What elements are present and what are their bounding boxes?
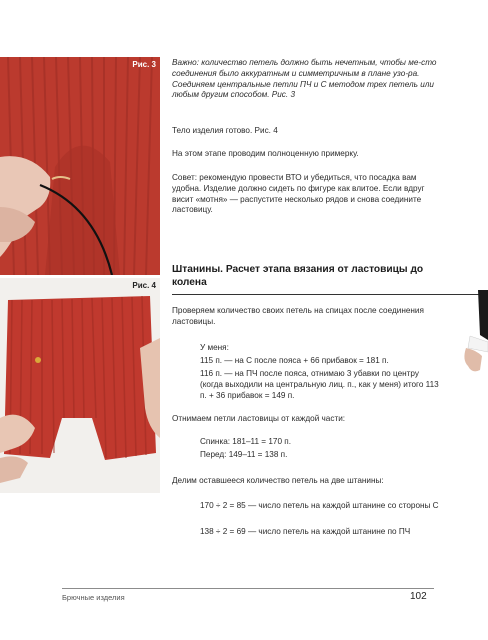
front-calc: Перед: 149–11 = 138 п. <box>200 450 288 459</box>
knitted-joint-illustration <box>0 57 160 275</box>
footer-chapter: Брючные изделия <box>62 593 125 602</box>
knitted-garment-illustration <box>0 278 160 493</box>
division-line-2: 138 ÷ 2 = 69 — число петель на каждой штанине по ПЧ <box>200 527 411 536</box>
mine-label: У меня: <box>200 343 229 352</box>
body-ready-text: Тело изделия готово. Рис. 4 <box>172 126 278 135</box>
division-line-1: 170 ÷ 2 = 85 — число петель на каждой штанине со стороны С <box>200 501 439 510</box>
footer-divider <box>62 588 434 589</box>
section-divider <box>172 294 488 295</box>
subtract-text: Отнимаем петли ластовицы от каждой части: <box>172 414 346 423</box>
mine-line-1: 115 п. — на С после пояса + 66 прибавок = 181 п. <box>200 356 389 365</box>
figure-4-photo <box>0 278 160 493</box>
figure-3-photo <box>0 57 160 275</box>
figure-3-label: Рис. 3 <box>132 60 156 69</box>
back-calc: Спинка: 181–11 = 170 п. <box>200 437 291 446</box>
mine-line-2: 116 п. — на ПЧ после пояса, отнимаю 3 убавки по центру (когда выходили на центральную лиц. п., как у меня) итого 113 п. + 36 прибавок = 149 п. <box>200 369 439 400</box>
check-text: Проверяем количество своих петель на спицах после соединения ластовицы. <box>172 306 424 326</box>
edge-sleeve-illustration <box>448 290 488 390</box>
edge-figure <box>448 290 488 390</box>
section-heading: Штанины. Расчет этапа вязания от ластовицы до колена <box>172 264 424 288</box>
important-note: Важно: количество петель должно быть нечетным, чтобы ме-сто соединения было аккуратным и симметричным в плане узо-ра. Соединяем центральные петли ПЧ и С методом трех петель или любым другим способом. Рис. 3 <box>172 58 437 100</box>
figure-4-label: Рис. 4 <box>132 281 156 290</box>
advice-text: Совет: рекомендую провести ВТО и убедиться, что посадка вам удобна. Изделие должно сидеть по фигуре как влитое. Если вдруг висит «мотня» — распустите несколько рядов и снова соедините ластовицу. <box>172 173 425 215</box>
fitting-text: На этом этапе проводим полноценную примерку. <box>172 149 359 158</box>
divide-text: Делим оставшееся количество петель на две штанины: <box>172 476 384 485</box>
page-number: 102 <box>410 591 427 602</box>
